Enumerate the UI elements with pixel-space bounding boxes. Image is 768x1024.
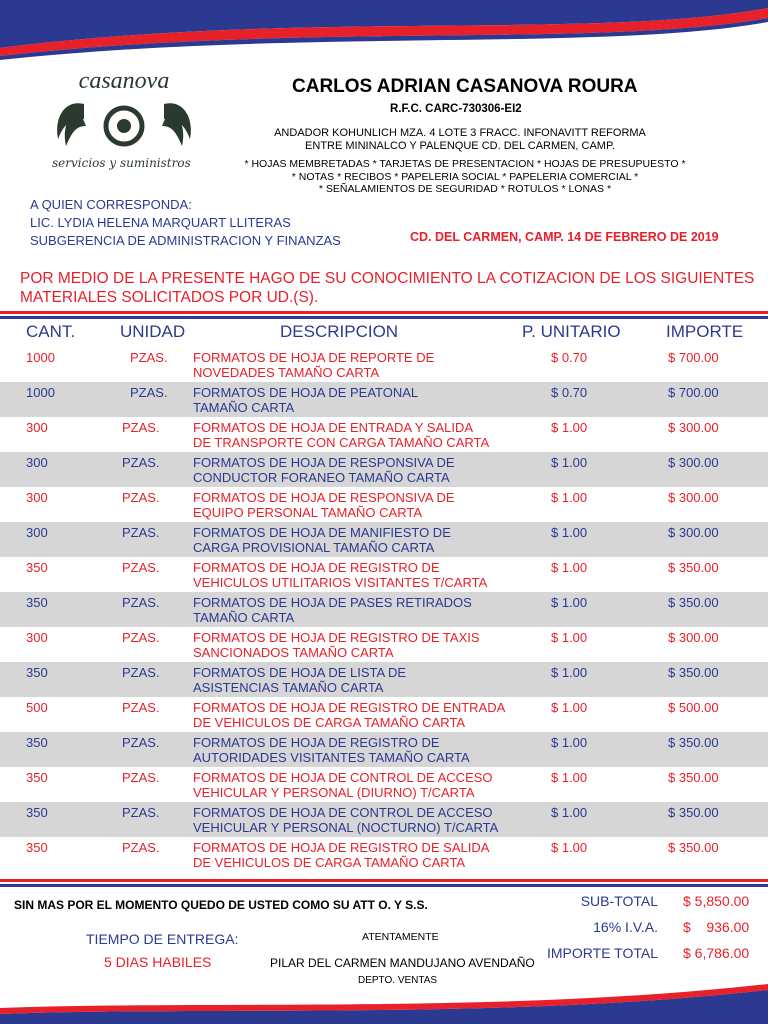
cell-importe: $ 700.00 <box>668 385 719 400</box>
table-row <box>0 487 768 522</box>
cell-importe: $ 300.00 <box>668 525 719 540</box>
cell-descripcion <box>193 456 455 485</box>
cell-desc-line-2: CARGA PROVISIONAL TAMAÑO CARTA <box>193 539 435 555</box>
cell-cant: 300 <box>26 525 48 540</box>
cell-desc-line-1: FORMATOS DE HOJA DE REGISTRO DE ENTRADA <box>193 700 506 715</box>
cell-precio: $ 1.00 <box>551 490 588 505</box>
cell-importe: $ 350.00 <box>668 805 719 820</box>
address-line-1: ANDADOR KOHUNLICH MZA. 4 LOTE 3 FRACC. INFONAVITT REFORMA <box>274 127 646 139</box>
delivery-value: 5 DIAS HABILES <box>104 954 212 970</box>
separator-red-bottom <box>0 879 768 882</box>
cell-unidad: PZAS. <box>122 420 160 435</box>
cell-descripcion <box>193 736 470 765</box>
cell-descripcion <box>193 806 498 835</box>
cell-precio: $ 0.70 <box>551 385 588 400</box>
cell-unidad: PZAS. <box>122 840 160 855</box>
cell-desc-line-2: SANCIONADOS TAMAÑO CARTA <box>193 644 394 660</box>
cell-desc-line-2: CONDUCTOR FORANEO TAMAÑO CARTA <box>193 469 450 485</box>
services-line-2: * NOTAS * RECIBOS * PAPELERIA SOCIAL * PAPELERIA COMERCIAL * <box>291 170 639 183</box>
cell-cant: 300 <box>26 420 48 435</box>
cell-importe: $ 700.00 <box>668 350 719 365</box>
atentamente-label: ATENTAMENTE <box>362 931 439 943</box>
cell-desc-line-1: FORMATOS DE HOJA DE RESPONSIVA DE <box>193 490 455 505</box>
cell-unidad: PZAS. <box>122 560 160 575</box>
cell-importe: $ 300.00 <box>668 630 719 645</box>
cell-precio: $ 1.00 <box>551 455 588 470</box>
cell-cant: 350 <box>26 665 48 680</box>
intro-text <box>20 269 760 307</box>
services-line-3: * SEÑALAMIENTOS DE SEGURIDAD * ROTULOS * LONAS * <box>318 183 612 195</box>
cell-precio: $ 1.00 <box>551 595 588 610</box>
cell-unidad: PZAS. <box>122 525 160 540</box>
cell-precio: $ 1.00 <box>551 700 588 715</box>
cell-unidad: PZAS. <box>130 385 168 400</box>
company-name: CARLOS ADRIAN CASANOVA ROURA <box>292 76 638 97</box>
cell-importe: $ 350.00 <box>668 735 719 750</box>
cell-unidad: PZAS. <box>122 630 160 645</box>
table-row <box>0 627 768 662</box>
closing-text: SIN MAS POR EL MOMENTO QUEDO DE USTED COMO SU ATT O. Y S.S. <box>14 898 428 912</box>
recipient-block <box>30 196 341 250</box>
cell-desc-line-1: FORMATOS DE HOJA DE REGISTRO DE SALIDA <box>193 840 490 855</box>
cell-desc-line-2: EQUIPO PERSONAL TAMAÑO CARTA <box>193 504 422 520</box>
cell-unidad: PZAS. <box>122 665 160 680</box>
cell-precio: $ 1.00 <box>551 735 588 750</box>
cell-desc-line-2: TAMAÑO CARTA <box>193 399 295 415</box>
cell-cant: 350 <box>26 735 48 750</box>
cell-importe: $ 350.00 <box>668 840 719 855</box>
address <box>230 127 690 153</box>
cell-descripcion <box>193 351 434 380</box>
cell-desc-line-1: FORMATOS DE HOJA DE LISTA DE <box>193 665 407 680</box>
cell-descripcion <box>193 771 493 800</box>
header-cant: CANT. <box>26 322 76 341</box>
cell-descripcion <box>193 596 472 625</box>
cell-cant: 500 <box>26 700 48 715</box>
cell-precio: $ 1.00 <box>551 770 588 785</box>
cell-unidad: PZAS. <box>122 770 160 785</box>
cell-precio: $ 1.00 <box>551 665 588 680</box>
table-row <box>0 662 768 697</box>
cell-cant: 300 <box>26 630 48 645</box>
table-row <box>0 417 768 452</box>
table-row <box>0 557 768 592</box>
logo-tagline: servicios y suministros <box>52 156 191 170</box>
cell-cant: 350 <box>26 770 48 785</box>
cell-desc-line-1: FORMATOS DE HOJA DE CONTROL DE ACCESO <box>193 805 493 820</box>
cell-desc-line-1: FORMATOS DE HOJA DE REGISTRO DE <box>193 735 440 750</box>
iva-value: $ 936.00 <box>683 919 750 935</box>
cell-importe: $ 350.00 <box>668 595 719 610</box>
cell-importe: $ 350.00 <box>668 665 719 680</box>
delivery-label: TIEMPO DE ENTREGA: <box>86 931 239 947</box>
subtotal-label: SUB-TOTAL <box>580 893 658 909</box>
cell-desc-line-1: FORMATOS DE HOJA DE MANIFIESTO DE <box>193 525 451 540</box>
cell-cant: 1000 <box>26 350 55 365</box>
header-importe: IMPORTE <box>666 322 744 341</box>
svg-text:casanova: casanova <box>78 68 170 94</box>
recipient-line-2: LIC. LYDIA HELENA MARQUART LLITERAS <box>30 215 291 230</box>
table-row <box>0 837 768 872</box>
cell-cant: 350 <box>26 805 48 820</box>
cell-desc-line-2: TAMAÑO CARTA <box>193 609 295 625</box>
services-line-1: * HOJAS MEMBRETADAS * TARJETAS DE PRESENTACION * HOJAS DE PRESUPUESTO * <box>244 158 686 170</box>
cell-descripcion <box>193 701 505 730</box>
recipient-line-1: A QUIEN CORRESPONDA: <box>30 197 192 212</box>
cell-unidad: PZAS. <box>122 735 160 750</box>
bottom-wave-decoration <box>0 984 768 1024</box>
cell-precio: $ 1.00 <box>551 420 588 435</box>
iva-label: 16% I.V.A. <box>593 919 658 935</box>
cell-cant: 350 <box>26 560 48 575</box>
cell-desc-line-1: FORMATOS DE HOJA DE RESPONSIVA DE <box>193 455 455 470</box>
cell-unidad: PZAS. <box>122 700 160 715</box>
cell-desc-line-1: FORMATOS DE HOJA DE REGISTRO DE TAXIS <box>193 630 480 645</box>
cell-descripcion <box>193 631 480 660</box>
cell-precio: $ 1.00 <box>551 525 588 540</box>
cell-desc-line-2: NOVEDADES TAMAÑO CARTA <box>193 364 380 380</box>
document-date: CD. DEL CARMEN, CAMP. 14 DE FEBRERO DE 2019 <box>410 230 719 244</box>
separator-blue-bottom <box>0 884 768 887</box>
table-row <box>0 732 768 767</box>
table-row <box>0 347 768 382</box>
header-descripcion: DESCRIPCION <box>280 322 399 341</box>
cell-desc-line-1: FORMATOS DE HOJA DE ENTRADA Y SALIDA <box>193 420 474 435</box>
intro-line-2: MATERIALES SOLICITADOS POR UD.(S). <box>20 289 319 306</box>
cell-descripcion <box>193 666 406 695</box>
table-row <box>0 697 768 732</box>
company-logo <box>44 64 204 174</box>
cell-cant: 300 <box>26 490 48 505</box>
cell-descripcion <box>193 386 418 415</box>
total-value: $ 6,786.00 <box>683 945 750 961</box>
cell-desc-line-2: VEHICULAR Y PERSONAL (DIURNO) T/CARTA <box>193 784 475 800</box>
cell-unidad: PZAS. <box>122 490 160 505</box>
table-row <box>0 452 768 487</box>
separator-red <box>0 311 768 314</box>
cell-desc-line-1: FORMATOS DE HOJA DE PASES RETIRADOS <box>193 595 472 610</box>
cell-desc-line-2: VEHICULAR Y PERSONAL (NOCTURNO) T/CARTA <box>193 819 499 835</box>
cell-desc-line-1: FORMATOS DE HOJA DE CONTROL DE ACCESO <box>193 770 493 785</box>
intro-line-1: POR MEDIO DE LA PRESENTE HAGO DE SU CONOCIMIENTO LA COTIZACION DE LOS SIGUIENTES <box>20 270 755 287</box>
cell-importe: $ 300.00 <box>668 490 719 505</box>
cell-importe: $ 300.00 <box>668 420 719 435</box>
cell-unidad: PZAS. <box>122 455 160 470</box>
cell-descripcion <box>193 841 489 870</box>
cell-desc-line-2: DE TRANSPORTE CON CARGA TAMAÑO CARTA <box>193 434 490 450</box>
signer-name: PILAR DEL CARMEN MANDUJANO AVENDAÑO <box>270 956 535 970</box>
cell-desc-line-2: AUTORIDADES VISITANTES TAMAÑO CARTA <box>193 749 470 765</box>
top-wave-decoration <box>0 0 768 60</box>
cell-importe: $ 350.00 <box>668 560 719 575</box>
table-row <box>0 767 768 802</box>
cell-descripcion <box>193 491 455 520</box>
cell-importe: $ 350.00 <box>668 770 719 785</box>
cell-precio: $ 1.00 <box>551 630 588 645</box>
table-row <box>0 382 768 417</box>
header-p-unitario: P. UNITARIO <box>522 322 621 341</box>
cell-unidad: PZAS. <box>122 595 160 610</box>
cell-desc-line-2: DE VEHICULOS DE CARGA TAMAÑO CARTA <box>193 714 466 730</box>
cell-descripcion <box>193 526 451 555</box>
services-list <box>210 158 720 196</box>
subtotal-value: $ 5,850.00 <box>683 893 750 909</box>
header-unidad: UNIDAD <box>120 322 186 341</box>
cell-unidad: PZAS. <box>122 805 160 820</box>
recipient-line-3: SUBGERENCIA DE ADMINISTRACION Y FINANZAS <box>30 233 341 248</box>
cell-importe: $ 300.00 <box>668 455 719 470</box>
rfc: R.F.C. CARC-730306-EI2 <box>390 103 522 115</box>
cell-importe: $ 500.00 <box>668 700 719 715</box>
total-label: IMPORTE TOTAL <box>547 945 658 961</box>
cell-cant: 300 <box>26 455 48 470</box>
table-row <box>0 522 768 557</box>
cell-cant: 350 <box>26 840 48 855</box>
cell-desc-line-2: ASISTENCIAS TAMAÑO CARTA <box>193 679 384 695</box>
cell-desc-line-1: FORMATOS DE HOJA DE REPORTE DE <box>193 350 435 365</box>
cell-desc-line-2: DE VEHICULOS DE CARGA TAMAÑO CARTA <box>193 854 466 870</box>
cell-precio: $ 1.00 <box>551 840 588 855</box>
cell-precio: $ 1.00 <box>551 805 588 820</box>
cell-descripcion <box>193 561 487 590</box>
table-row <box>0 592 768 627</box>
cell-cant: 350 <box>26 595 48 610</box>
cell-desc-line-2: VEHICULOS UTILITARIOS VISITANTES T/CARTA <box>193 574 488 590</box>
address-line-2: ENTRE MININALCO Y PALENQUE CD. DEL CARMEN, CAMP. <box>305 140 615 152</box>
cell-precio: $ 0.70 <box>551 350 588 365</box>
cell-precio: $ 1.00 <box>551 560 588 575</box>
cell-descripcion <box>193 421 489 450</box>
cell-desc-line-1: FORMATOS DE HOJA DE PEATONAL <box>193 385 419 400</box>
separator-blue <box>0 316 768 319</box>
table-row <box>0 802 768 837</box>
cell-unidad: PZAS. <box>130 350 168 365</box>
signer-department: DEPTO. VENTAS <box>358 975 438 986</box>
cell-cant: 1000 <box>26 385 55 400</box>
cell-desc-line-1: FORMATOS DE HOJA DE REGISTRO DE <box>193 560 440 575</box>
